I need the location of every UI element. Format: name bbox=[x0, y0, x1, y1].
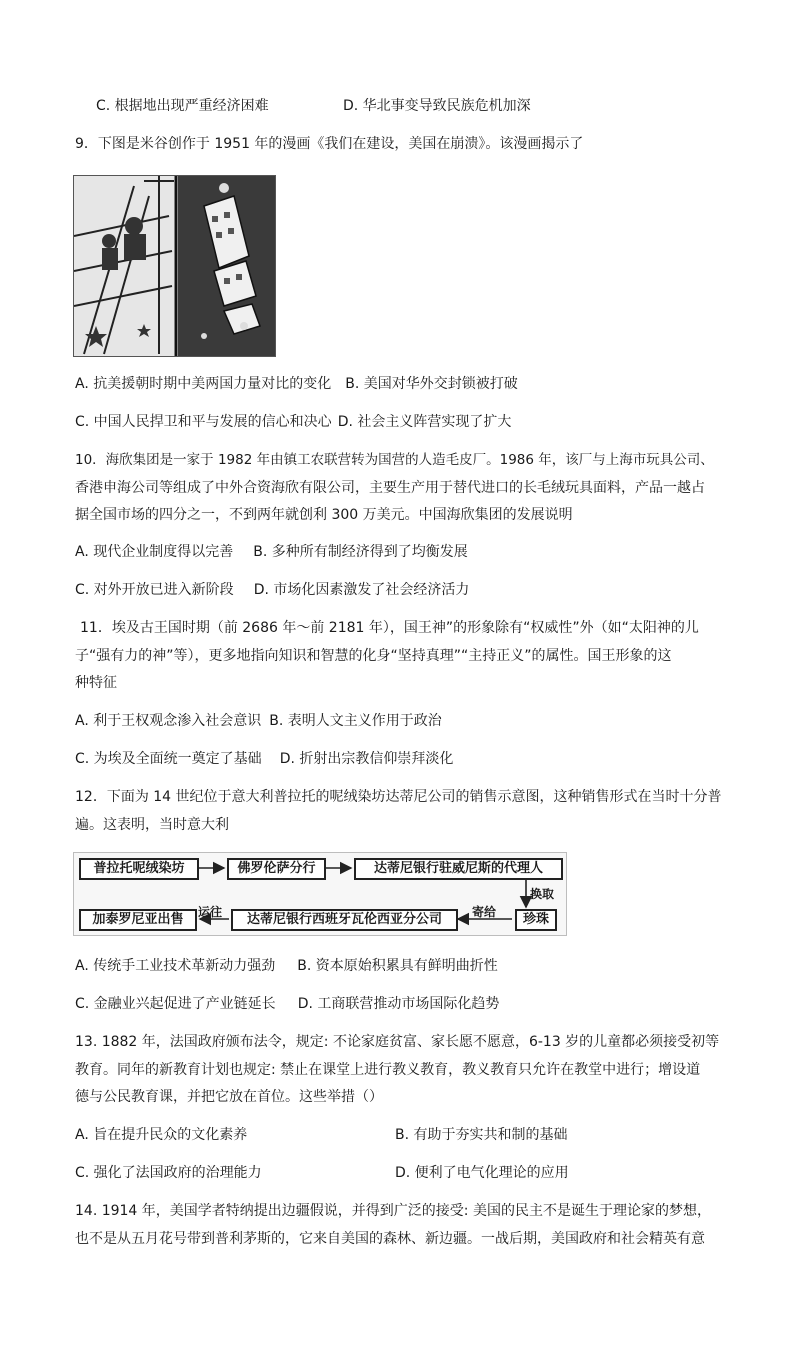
flow-label-exchange: 换取 bbox=[530, 887, 555, 901]
q12-stem-line-2: 遍。这表明，当时意大利 bbox=[75, 817, 229, 833]
q9-option-a: A. 抗美援朝时期中美两国力量对比的变化 bbox=[75, 376, 332, 392]
q11-stem-line-2: 子“强有力的神”等），更多地指向知识和智慧的化身“坚持真理”“主持正义”的属性。国王形象的这 bbox=[75, 648, 672, 664]
q14-stem-line-1: 14. 1914 年，美国学者特纳提出边疆假说，并得到广泛的接受: 美国的民主不是诞生于理论家的梦想， bbox=[75, 1203, 711, 1219]
q10-option-c: C. 对外开放已进入新阶段 bbox=[75, 582, 234, 598]
q11-option-d: D. 折射出宗教信仰崇拜淡化 bbox=[279, 751, 454, 767]
q12-sales-flow-diagram bbox=[73, 852, 567, 936]
q11-option-c: C. 为埃及全面统一奠定了基础 bbox=[75, 751, 262, 767]
q13-stem-line-2: 教育。同年的新教育计划也规定: 禁止在课堂上进行教义教育，教义教育只允许在教堂中进行；增设道 bbox=[75, 1062, 701, 1078]
q13-option-c: C. 强化了法国政府的治理能力 bbox=[75, 1165, 262, 1181]
q9-options-row-1 bbox=[75, 374, 518, 394]
q10-stem-line-1: 10．海欣集团是一家于 1982 年由镇工农联营转为国营的人造毛皮厂。1986 年，该厂与上海市玩具公司、 bbox=[75, 452, 714, 468]
q12-option-a: A. 传统手工业技术革新动力强劲 bbox=[75, 958, 276, 974]
q9-cartoon-image bbox=[73, 175, 276, 357]
flow-box-catalonia-sale: 加泰罗尼亚出售 bbox=[79, 909, 197, 931]
q12-option-d: D. 工商联营推动市场国际化趋势 bbox=[297, 996, 500, 1012]
q13-stem-line-3: 德与公民教育课，并把它放在首位。这些举措（） bbox=[75, 1089, 383, 1105]
flow-box-valencia-branch: 达蒂尼银行西班牙瓦伦西亚分公司 bbox=[231, 909, 458, 931]
q9-option-b: B. 美国对华外交封锁被打破 bbox=[345, 376, 518, 392]
q10-stem-line-2: 香港申海公司等组成了中外合资海欣有限公司，主要生产用于替代进口的长毛绒玩具面料，产品一越占 bbox=[75, 480, 705, 496]
flow-label-ship: 运往 bbox=[198, 905, 223, 919]
q13-option-d: D. 便利了电气化理论的应用 bbox=[395, 1165, 569, 1181]
flow-box-florence-branch: 佛罗伦萨分行 bbox=[227, 858, 326, 880]
q11-options-row-2 bbox=[75, 749, 453, 769]
q13-option-b: B. 有助于夯实共和制的基础 bbox=[395, 1127, 568, 1143]
q9-options-row-2 bbox=[75, 412, 511, 432]
q8-option-c: C. 根据地出现严重经济困难 bbox=[96, 98, 269, 114]
flow-label-send: 寄给 bbox=[472, 905, 497, 919]
q9-option-c: C. 中国人民捍卫和平与发展的信心和决心 bbox=[75, 414, 332, 430]
q10-options-row-1 bbox=[75, 542, 468, 562]
q12-options-row-2 bbox=[75, 994, 499, 1014]
q12-option-c: C. 金融业兴起促进了产业链延长 bbox=[75, 996, 276, 1012]
q10-stem-line-3: 据全国市场的四分之一，不到两年就创利 300 万美元。中国海欣集团的发展说明 bbox=[75, 507, 573, 523]
cartoon-illustration bbox=[74, 176, 275, 356]
q13-stem-line-1: 13. 1882 年，法国政府颁布法令，规定: 不论家庭贫富、家长愿不愿意，6-13 岁的儿童都必须接受初等 bbox=[75, 1034, 720, 1050]
q11-stem-line-1: 11．埃及古王国时期（前 2686 年～前 2181 年），国王神”的形象除有“权威性”外（如“太阳神的儿 bbox=[80, 620, 699, 636]
q12-options-row-1 bbox=[75, 956, 498, 976]
q11-option-a: A. 利于王权观念渗入社会意识 bbox=[75, 713, 262, 729]
q12-option-b: B. 资本原始积累具有鲜明曲折性 bbox=[297, 958, 498, 974]
q11-options-row-1 bbox=[75, 711, 442, 731]
q8-option-d: D. 华北事变导致民族危机加深 bbox=[343, 98, 531, 114]
q11-stem-line-3: 种特征 bbox=[75, 675, 117, 691]
q9-stem: 9．下图是米谷创作于 1951 年的漫画《我们在建设，美国在崩溃》。该漫画揭示了 bbox=[75, 136, 584, 152]
flow-box-venice-agent: 达蒂尼银行驻威尼斯的代理人 bbox=[354, 858, 563, 880]
q10-option-d: D. 市场化因素激发了社会经济活力 bbox=[253, 582, 470, 598]
flow-box-pearls: 珍珠 bbox=[515, 909, 557, 931]
q13-option-a: A. 旨在提升民众的文化素养 bbox=[75, 1127, 248, 1143]
q10-option-a: A. 现代企业制度得以完善 bbox=[75, 544, 234, 560]
q12-stem-line-1: 12．下面为 14 世纪位于意大利普拉托的呢绒染坊达蒂尼公司的销售示意图，这种销售形式在当时十分普 bbox=[75, 789, 722, 805]
q9-option-d: D. 社会主义阵营实现了扩大 bbox=[337, 414, 512, 430]
q10-options-row-2 bbox=[75, 580, 469, 600]
q14-stem-line-2: 也不是从五月花号带到普利茅斯的，它来自美国的森林、新边疆。一战后期，美国政府和社会精英有意 bbox=[75, 1231, 705, 1247]
q11-option-b: B. 表明人文主义作用于政治 bbox=[269, 713, 442, 729]
q10-option-b: B. 多种所有制经济得到了均衡发展 bbox=[253, 544, 468, 560]
flow-box-prato-dyeworks: 普拉托呢绒染坊 bbox=[79, 858, 199, 880]
